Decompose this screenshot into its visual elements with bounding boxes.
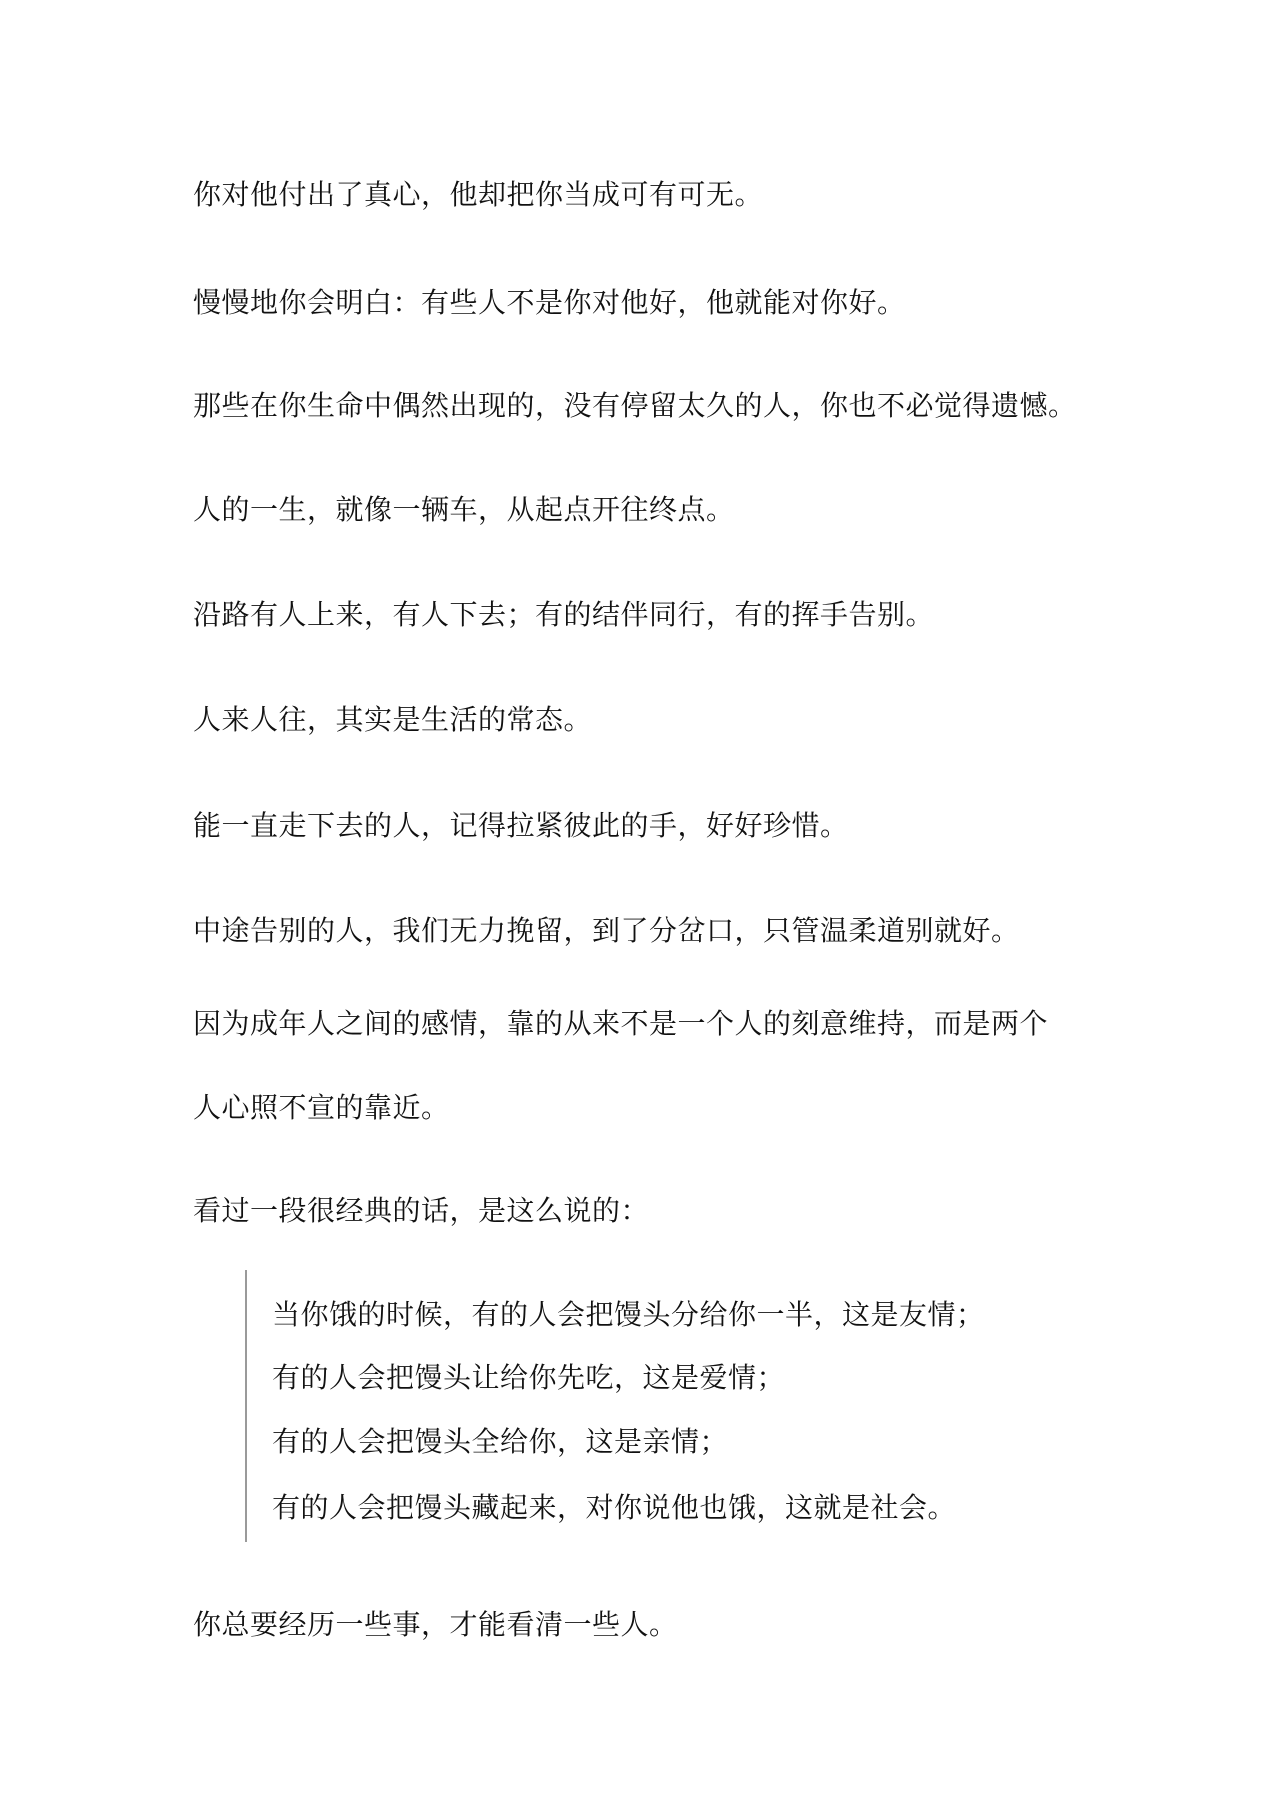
paragraph-8: 中途告别的人，我们无力挽留，到了分岔口，只管温柔道别就好。 bbox=[193, 914, 1020, 947]
paragraph-4: 人的一生，就像一辆车，从起点开往终点。 bbox=[193, 493, 735, 526]
closing-paragraph: 你总要经历一些事，才能看清一些人。 bbox=[193, 1608, 678, 1641]
paragraph-5: 沿路有人上来，有人下去；有的结伴同行，有的挥手告别。 bbox=[193, 598, 935, 631]
paragraph-1: 你对他付出了真心，他却把你当成可有可无。 bbox=[193, 178, 764, 211]
blockquote-bar bbox=[245, 1270, 247, 1542]
quote-line-1: 当你饿的时候，有的人会把馒头分给你一半，这是友情； bbox=[272, 1298, 985, 1331]
quote-line-4: 有的人会把馒头藏起来，对你说他也饿，这就是社会。 bbox=[272, 1491, 957, 1524]
paragraph-9-line-1: 因为成年人之间的感情，靠的从来不是一个人的刻意维持，而是两个 bbox=[193, 1007, 1049, 1040]
quote-line-3: 有的人会把馒头全给你，这是亲情； bbox=[272, 1425, 729, 1458]
paragraph-7: 能一直走下去的人，记得拉紧彼此的手，好好珍惜。 bbox=[193, 809, 849, 842]
paragraph-6: 人来人往，其实是生活的常态。 bbox=[193, 703, 593, 736]
paragraph-2: 慢慢地你会明白：有些人不是你对他好，他就能对你好。 bbox=[193, 286, 906, 319]
paragraph-9-line-2: 人心照不宣的靠近。 bbox=[193, 1091, 450, 1124]
paragraph-10: 看过一段很经典的话，是这么说的： bbox=[193, 1194, 650, 1227]
paragraph-3: 那些在你生命中偶然出现的，没有停留太久的人，你也不必觉得遗憾。 bbox=[193, 389, 1077, 422]
quote-line-2: 有的人会把馒头让给你先吃，这是爱情； bbox=[272, 1361, 786, 1394]
